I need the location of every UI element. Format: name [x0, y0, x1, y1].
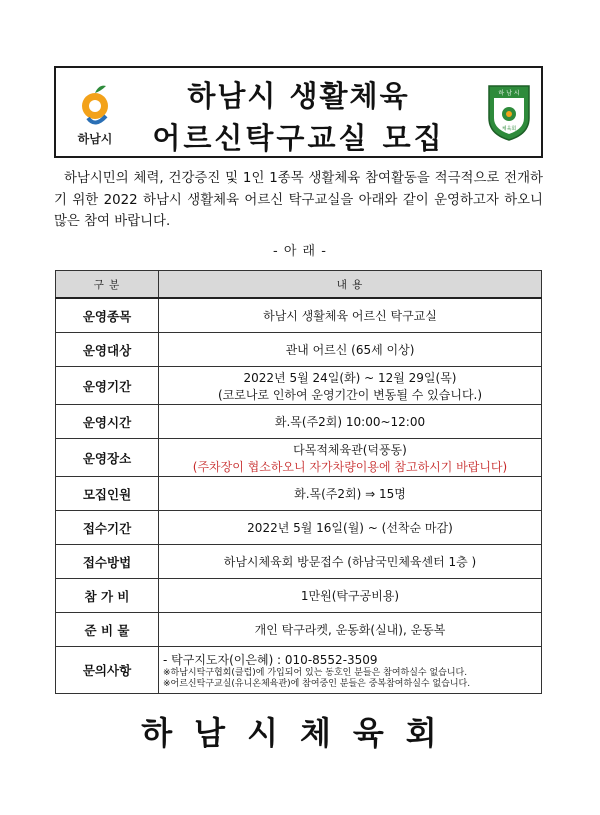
recruitment-info-table [55, 270, 542, 694]
sports-council-emblem [485, 82, 533, 142]
table-row [56, 545, 542, 579]
section-divider-ara: - 아 래 - [273, 244, 327, 259]
table-row [56, 511, 542, 545]
page-title-line1: 하남시 생활체육 [187, 79, 410, 113]
table-row [56, 477, 542, 511]
table-row [56, 333, 542, 367]
table-row [56, 367, 542, 405]
row-value-cell [159, 647, 542, 694]
notice-line-2: ※어르신탁구교실(유니온체육관)에 참여중인 분들은 중복참여하실수 없습니다. [163, 678, 471, 689]
row-value: 2022년 5월 24일(화) ~ 12월 29일(목) [243, 370, 457, 385]
row-value: 2022년 5월 16일(월) ~ (선착순 마감) [159, 511, 542, 545]
row-label: 운영장소 [56, 439, 159, 477]
row-label: 운영종목 [56, 298, 159, 333]
row-value: 하남시 생활체육 어르신 탁구교실 [159, 298, 542, 333]
row-label: 운영시간 [56, 405, 159, 439]
row-label: 문의사항 [56, 647, 159, 694]
row-value: 하남시체육회 방문접수 (하남국민체육센터 1층 ) [159, 545, 542, 579]
emblem-bottom-text: 체육회 [501, 126, 517, 132]
row-value-cell [159, 439, 542, 477]
table-row [56, 613, 542, 647]
shield-emblem-icon [485, 82, 533, 142]
organization-footer: 하남시체육회 [141, 714, 459, 752]
table-row [56, 298, 542, 333]
column-header-content: 내 용 [159, 271, 542, 299]
row-label: 접수방법 [56, 545, 159, 579]
row-value: 화.목(주2회) 10:00~12:00 [159, 405, 542, 439]
row-value: 관내 어르신 (65세 이상) [159, 333, 542, 367]
intro-text [54, 168, 543, 233]
table-row [56, 405, 542, 439]
column-header-category: 구 분 [56, 271, 159, 299]
row-label: 준 비 물 [56, 613, 159, 647]
row-label: 접수기간 [56, 511, 159, 545]
contact-line: - 탁구지도자(이은혜) : 010-8552-3509 [163, 652, 378, 667]
parking-warning: (주차장이 협소하오니 자가차량이용에 참고하시기 바랍니다) [192, 459, 508, 474]
title-box [54, 66, 543, 158]
row-label: 운영기간 [56, 367, 159, 405]
table-row [56, 579, 542, 613]
row-value: 다목적체육관(덕풍동) [293, 442, 407, 457]
row-value-note: (코로나로 인하여 운영기간이 변동될 수 있습니다.) [217, 387, 483, 402]
notice-line-1: ※하남시탁구협회(클럽)에 가입되어 있는 동호인 분들은 참여하실수 없습니다. [163, 667, 468, 678]
page-title-line2: 어르신탁구교실 모집 [152, 121, 445, 155]
emblem-top-text: 하 남 시 [498, 90, 520, 97]
row-value: 개인 탁구라켓, 운동화(실내), 운동복 [159, 613, 542, 647]
row-value-cell [159, 367, 542, 405]
row-value: 화.목(주2회) ⇒ 15명 [159, 477, 542, 511]
row-label: 참 가 비 [56, 579, 159, 613]
table-row [56, 647, 542, 694]
logo-caption: 하남시 [77, 132, 113, 146]
row-label: 모집인원 [56, 477, 159, 511]
row-value: 1만원(탁구공비용) [159, 579, 542, 613]
table-row [56, 439, 542, 477]
intro-paragraph: 하남시민의 체력, 건강증진 및 1인 1종목 생활체육 참여활동을 적극적으로 전개하기 위한 2022 하남시 생활체육 어르신 탁구교실을 아래와 같이 운영하고자 하오니 많은 참여 바랍니다. [54, 171, 543, 229]
row-label: 운영대상 [56, 333, 159, 367]
